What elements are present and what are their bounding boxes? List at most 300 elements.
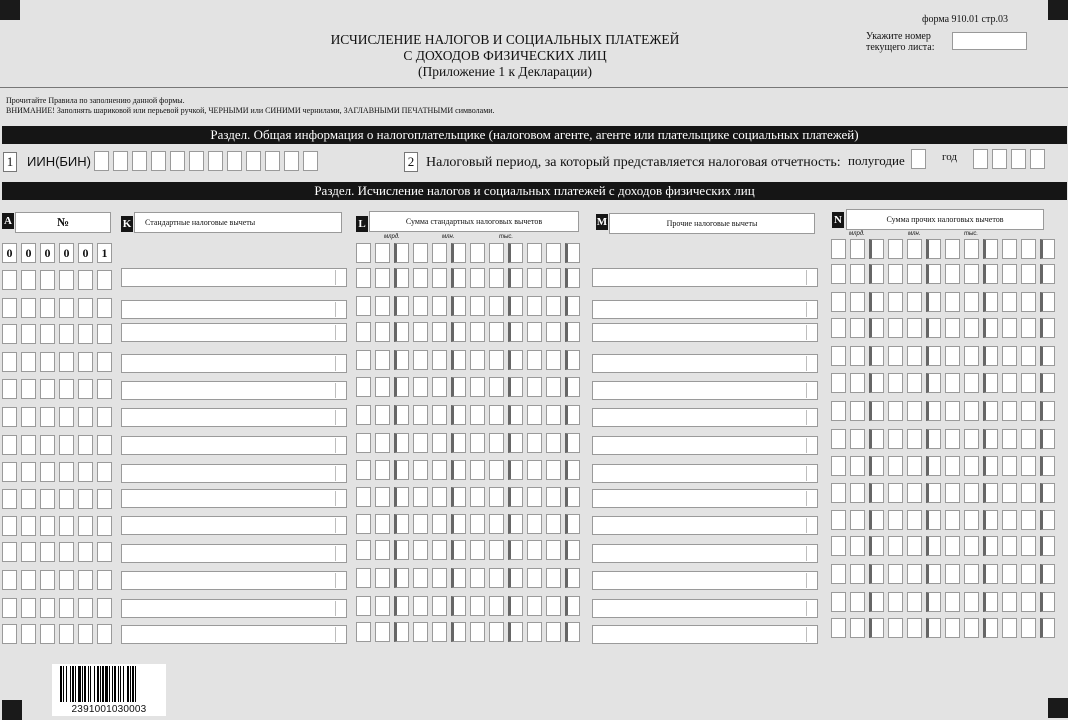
column-n-amount-cell[interactable] <box>983 483 998 503</box>
column-l-amount-cell[interactable] <box>432 596 447 616</box>
column-l-amount-cell[interactable] <box>375 568 390 588</box>
column-n-amount-cell[interactable] <box>907 592 922 612</box>
column-n-amount-cell[interactable] <box>1002 564 1017 584</box>
column-n-amount-cell[interactable] <box>888 401 903 421</box>
row-number-cell[interactable]: 0 <box>21 243 36 263</box>
column-l-amount-cell[interactable] <box>413 433 428 453</box>
column-l-amount-cell[interactable] <box>489 622 504 642</box>
row-number-cell[interactable] <box>40 324 55 344</box>
column-l-amount-cell[interactable] <box>432 243 447 263</box>
column-n-amount-cell[interactable] <box>926 373 941 393</box>
column-l-amount-cell[interactable] <box>470 268 485 288</box>
column-l-amount-cell[interactable] <box>565 243 580 263</box>
column-n-amount-cell[interactable] <box>926 239 941 259</box>
column-k-deduction-field[interactable] <box>121 516 347 535</box>
iin-cell[interactable] <box>113 151 128 171</box>
column-n-amount-cell[interactable] <box>945 239 960 259</box>
column-l-amount-cell[interactable] <box>394 350 409 370</box>
column-n-amount-cell[interactable] <box>1002 373 1017 393</box>
column-l-amount-cell[interactable] <box>413 514 428 534</box>
column-n-amount-cell[interactable] <box>964 456 979 476</box>
column-l-amount-cell[interactable] <box>375 622 390 642</box>
column-l-amount-cell[interactable] <box>565 405 580 425</box>
column-n-amount-cell[interactable] <box>831 510 846 530</box>
column-l-amount-cell[interactable] <box>432 568 447 588</box>
year-cell[interactable] <box>1011 149 1026 169</box>
row-number-cell[interactable] <box>78 324 93 344</box>
column-n-amount-cell[interactable] <box>964 401 979 421</box>
column-l-amount-cell[interactable] <box>527 596 542 616</box>
row-number-cell[interactable] <box>59 407 74 427</box>
column-l-amount-cell[interactable] <box>470 568 485 588</box>
iin-cell[interactable] <box>265 151 280 171</box>
row-number-cell[interactable] <box>78 379 93 399</box>
column-l-amount-cell[interactable] <box>356 540 371 560</box>
iin-cell[interactable] <box>189 151 204 171</box>
row-number-cell[interactable] <box>78 516 93 536</box>
row-number-cell[interactable] <box>40 435 55 455</box>
column-l-amount-cell[interactable] <box>470 514 485 534</box>
row-number-cell[interactable] <box>59 570 74 590</box>
row-number-cell[interactable] <box>78 352 93 372</box>
row-number-cell[interactable] <box>97 435 112 455</box>
column-l-amount-cell[interactable] <box>527 296 542 316</box>
row-number-cell[interactable] <box>2 462 17 482</box>
column-l-amount-cell[interactable] <box>508 377 523 397</box>
column-l-amount-cell[interactable] <box>375 460 390 480</box>
column-k-deduction-field[interactable] <box>121 323 347 342</box>
column-n-amount-cell[interactable] <box>1021 318 1036 338</box>
column-n-amount-cell[interactable] <box>983 346 998 366</box>
column-n-amount-cell[interactable] <box>1002 536 1017 556</box>
column-n-amount-cell[interactable] <box>869 429 884 449</box>
column-l-amount-cell[interactable] <box>375 487 390 507</box>
column-l-amount-cell[interactable] <box>356 268 371 288</box>
column-l-amount-cell[interactable] <box>546 377 561 397</box>
row-number-cell[interactable] <box>2 624 17 644</box>
column-n-amount-cell[interactable] <box>888 346 903 366</box>
column-n-amount-cell[interactable] <box>983 373 998 393</box>
column-n-amount-cell[interactable] <box>983 510 998 530</box>
column-l-amount-cell[interactable] <box>413 568 428 588</box>
row-number-cell[interactable] <box>78 462 93 482</box>
column-l-amount-cell[interactable] <box>375 350 390 370</box>
year-cell[interactable] <box>992 149 1007 169</box>
column-l-amount-cell[interactable] <box>565 460 580 480</box>
column-l-amount-cell[interactable] <box>375 268 390 288</box>
column-n-amount-cell[interactable] <box>964 346 979 366</box>
row-number-cell[interactable] <box>40 270 55 290</box>
column-n-amount-cell[interactable] <box>1021 483 1036 503</box>
row-number-cell[interactable] <box>59 462 74 482</box>
column-l-amount-cell[interactable] <box>565 514 580 534</box>
column-m-deduction-field[interactable] <box>592 323 818 342</box>
column-n-amount-cell[interactable] <box>926 346 941 366</box>
column-m-deduction-field[interactable] <box>592 381 818 400</box>
half-year-cell[interactable] <box>911 149 926 169</box>
column-n-amount-cell[interactable] <box>983 401 998 421</box>
row-number-cell[interactable] <box>40 407 55 427</box>
column-l-amount-cell[interactable] <box>451 296 466 316</box>
column-n-amount-cell[interactable] <box>945 564 960 584</box>
column-n-amount-cell[interactable] <box>907 264 922 284</box>
column-k-deduction-field[interactable] <box>121 408 347 427</box>
row-number-cell[interactable] <box>97 570 112 590</box>
column-n-amount-cell[interactable] <box>945 510 960 530</box>
column-l-amount-cell[interactable] <box>527 487 542 507</box>
column-n-amount-cell[interactable] <box>850 429 865 449</box>
column-l-amount-cell[interactable] <box>432 405 447 425</box>
column-m-deduction-field[interactable] <box>592 354 818 373</box>
column-n-amount-cell[interactable] <box>1040 510 1055 530</box>
column-l-amount-cell[interactable] <box>432 514 447 534</box>
column-n-amount-cell[interactable] <box>926 564 941 584</box>
column-n-amount-cell[interactable] <box>831 456 846 476</box>
column-n-amount-cell[interactable] <box>1040 264 1055 284</box>
column-n-amount-cell[interactable] <box>831 536 846 556</box>
column-l-amount-cell[interactable] <box>451 350 466 370</box>
year-cell[interactable] <box>973 149 988 169</box>
sheet-number-field[interactable] <box>952 32 1027 50</box>
column-n-amount-cell[interactable] <box>1021 536 1036 556</box>
column-l-amount-cell[interactable] <box>470 433 485 453</box>
column-n-amount-cell[interactable] <box>831 483 846 503</box>
row-number-cell[interactable] <box>97 298 112 318</box>
column-n-amount-cell[interactable] <box>869 536 884 556</box>
column-l-amount-cell[interactable] <box>451 487 466 507</box>
column-n-amount-cell[interactable] <box>888 429 903 449</box>
column-n-amount-cell[interactable] <box>1002 456 1017 476</box>
column-l-amount-cell[interactable] <box>356 596 371 616</box>
row-number-cell[interactable] <box>21 407 36 427</box>
column-l-amount-cell[interactable] <box>413 460 428 480</box>
column-n-amount-cell[interactable] <box>964 318 979 338</box>
column-n-amount-cell[interactable] <box>926 456 941 476</box>
column-k-deduction-field[interactable] <box>121 354 347 373</box>
column-n-amount-cell[interactable] <box>850 564 865 584</box>
row-number-cell[interactable] <box>59 542 74 562</box>
column-n-amount-cell[interactable] <box>983 456 998 476</box>
column-n-amount-cell[interactable] <box>926 264 941 284</box>
column-l-amount-cell[interactable] <box>546 433 561 453</box>
column-l-amount-cell[interactable] <box>527 350 542 370</box>
row-number-cell[interactable] <box>2 598 17 618</box>
column-l-amount-cell[interactable] <box>470 622 485 642</box>
column-l-amount-cell[interactable] <box>375 433 390 453</box>
column-l-amount-cell[interactable] <box>470 596 485 616</box>
column-l-amount-cell[interactable] <box>375 296 390 316</box>
row-number-cell[interactable] <box>21 435 36 455</box>
column-m-deduction-field[interactable] <box>592 300 818 319</box>
column-l-amount-cell[interactable] <box>394 296 409 316</box>
row-number-cell[interactable] <box>2 270 17 290</box>
column-l-amount-cell[interactable] <box>489 487 504 507</box>
column-m-deduction-field[interactable] <box>592 436 818 455</box>
column-k-deduction-field[interactable] <box>121 571 347 590</box>
row-number-cell[interactable] <box>97 542 112 562</box>
column-k-deduction-field[interactable] <box>121 464 347 483</box>
column-l-amount-cell[interactable] <box>546 540 561 560</box>
row-number-cell[interactable] <box>21 489 36 509</box>
column-k-deduction-field[interactable] <box>121 625 347 644</box>
iin-cell[interactable] <box>246 151 261 171</box>
row-number-cell[interactable] <box>97 516 112 536</box>
column-n-amount-cell[interactable] <box>945 346 960 366</box>
column-l-amount-cell[interactable] <box>546 350 561 370</box>
column-n-amount-cell[interactable] <box>945 429 960 449</box>
column-m-deduction-field[interactable] <box>592 571 818 590</box>
column-n-amount-cell[interactable] <box>983 564 998 584</box>
column-l-amount-cell[interactable] <box>394 405 409 425</box>
column-l-amount-cell[interactable] <box>489 377 504 397</box>
column-k-deduction-field[interactable] <box>121 381 347 400</box>
column-l-amount-cell[interactable] <box>451 568 466 588</box>
column-l-amount-cell[interactable] <box>394 540 409 560</box>
column-n-amount-cell[interactable] <box>850 239 865 259</box>
column-n-amount-cell[interactable] <box>869 401 884 421</box>
column-l-amount-cell[interactable] <box>508 622 523 642</box>
column-n-amount-cell[interactable] <box>1021 456 1036 476</box>
column-l-amount-cell[interactable] <box>413 596 428 616</box>
column-n-amount-cell[interactable] <box>888 264 903 284</box>
iin-cell[interactable] <box>170 151 185 171</box>
column-l-amount-cell[interactable] <box>546 243 561 263</box>
column-l-amount-cell[interactable] <box>356 296 371 316</box>
column-n-amount-cell[interactable] <box>983 292 998 312</box>
row-number-cell[interactable] <box>40 542 55 562</box>
column-l-amount-cell[interactable] <box>413 296 428 316</box>
row-number-cell[interactable] <box>97 489 112 509</box>
column-n-amount-cell[interactable] <box>831 264 846 284</box>
column-l-amount-cell[interactable] <box>356 487 371 507</box>
column-l-amount-cell[interactable] <box>375 540 390 560</box>
column-l-amount-cell[interactable] <box>565 350 580 370</box>
column-l-amount-cell[interactable] <box>451 243 466 263</box>
column-l-amount-cell[interactable] <box>489 514 504 534</box>
column-l-amount-cell[interactable] <box>470 405 485 425</box>
column-l-amount-cell[interactable] <box>565 268 580 288</box>
column-n-amount-cell[interactable] <box>1002 592 1017 612</box>
column-n-amount-cell[interactable] <box>888 536 903 556</box>
column-n-amount-cell[interactable] <box>888 618 903 638</box>
column-n-amount-cell[interactable] <box>945 292 960 312</box>
column-n-amount-cell[interactable] <box>1040 564 1055 584</box>
column-n-amount-cell[interactable] <box>850 618 865 638</box>
row-number-cell[interactable] <box>78 407 93 427</box>
column-n-amount-cell[interactable] <box>1002 239 1017 259</box>
column-n-amount-cell[interactable] <box>1002 401 1017 421</box>
column-n-amount-cell[interactable] <box>964 429 979 449</box>
column-n-amount-cell[interactable] <box>1040 483 1055 503</box>
column-l-amount-cell[interactable] <box>546 596 561 616</box>
column-l-amount-cell[interactable] <box>489 243 504 263</box>
column-l-amount-cell[interactable] <box>470 540 485 560</box>
column-n-amount-cell[interactable] <box>1002 429 1017 449</box>
column-l-amount-cell[interactable] <box>413 377 428 397</box>
iin-cell[interactable] <box>132 151 147 171</box>
column-l-amount-cell[interactable] <box>394 243 409 263</box>
column-n-amount-cell[interactable] <box>964 373 979 393</box>
column-n-amount-cell[interactable] <box>1040 401 1055 421</box>
row-number-cell[interactable] <box>21 270 36 290</box>
column-l-amount-cell[interactable] <box>394 596 409 616</box>
column-n-amount-cell[interactable] <box>850 536 865 556</box>
column-l-amount-cell[interactable] <box>394 433 409 453</box>
column-n-amount-cell[interactable] <box>1040 429 1055 449</box>
row-number-cell[interactable] <box>78 298 93 318</box>
column-n-amount-cell[interactable] <box>850 510 865 530</box>
column-n-amount-cell[interactable] <box>1021 401 1036 421</box>
column-l-amount-cell[interactable] <box>508 514 523 534</box>
column-n-amount-cell[interactable] <box>869 483 884 503</box>
row-number-cell[interactable] <box>78 489 93 509</box>
column-l-amount-cell[interactable] <box>508 596 523 616</box>
row-number-cell[interactable] <box>2 489 17 509</box>
column-n-amount-cell[interactable] <box>831 239 846 259</box>
column-n-amount-cell[interactable] <box>945 373 960 393</box>
column-n-amount-cell[interactable] <box>1021 373 1036 393</box>
column-n-amount-cell[interactable] <box>945 592 960 612</box>
row-number-cell[interactable] <box>2 516 17 536</box>
column-n-amount-cell[interactable] <box>869 618 884 638</box>
column-l-amount-cell[interactable] <box>451 540 466 560</box>
column-n-amount-cell[interactable] <box>869 318 884 338</box>
column-n-amount-cell[interactable] <box>850 456 865 476</box>
column-n-amount-cell[interactable] <box>926 536 941 556</box>
column-n-amount-cell[interactable] <box>1002 292 1017 312</box>
row-number-cell[interactable] <box>2 298 17 318</box>
row-number-cell[interactable] <box>2 379 17 399</box>
column-n-amount-cell[interactable] <box>1002 510 1017 530</box>
column-n-amount-cell[interactable] <box>1021 239 1036 259</box>
column-n-amount-cell[interactable] <box>888 318 903 338</box>
column-l-amount-cell[interactable] <box>565 487 580 507</box>
column-k-deduction-field[interactable] <box>121 268 347 287</box>
column-n-amount-cell[interactable] <box>850 401 865 421</box>
row-number-cell[interactable] <box>21 598 36 618</box>
column-l-amount-cell[interactable] <box>527 622 542 642</box>
row-number-cell[interactable] <box>78 542 93 562</box>
column-l-amount-cell[interactable] <box>432 268 447 288</box>
column-l-amount-cell[interactable] <box>356 568 371 588</box>
column-l-amount-cell[interactable] <box>508 433 523 453</box>
column-l-amount-cell[interactable] <box>356 460 371 480</box>
column-l-amount-cell[interactable] <box>527 568 542 588</box>
column-l-amount-cell[interactable] <box>527 514 542 534</box>
column-n-amount-cell[interactable] <box>926 510 941 530</box>
row-number-cell[interactable] <box>40 516 55 536</box>
column-n-amount-cell[interactable] <box>983 592 998 612</box>
column-m-deduction-field[interactable] <box>592 464 818 483</box>
row-number-cell[interactable]: 0 <box>2 243 17 263</box>
column-n-amount-cell[interactable] <box>869 239 884 259</box>
column-l-amount-cell[interactable] <box>451 460 466 480</box>
column-n-amount-cell[interactable] <box>1021 429 1036 449</box>
column-n-amount-cell[interactable] <box>964 510 979 530</box>
column-l-amount-cell[interactable] <box>413 350 428 370</box>
column-l-amount-cell[interactable] <box>527 377 542 397</box>
column-l-amount-cell[interactable] <box>546 296 561 316</box>
column-l-amount-cell[interactable] <box>546 514 561 534</box>
column-l-amount-cell[interactable] <box>546 622 561 642</box>
row-number-cell[interactable] <box>40 462 55 482</box>
column-n-amount-cell[interactable] <box>850 292 865 312</box>
column-l-amount-cell[interactable] <box>508 540 523 560</box>
row-number-cell[interactable] <box>2 542 17 562</box>
row-number-cell[interactable] <box>40 489 55 509</box>
column-l-amount-cell[interactable] <box>470 296 485 316</box>
column-n-amount-cell[interactable] <box>907 618 922 638</box>
column-l-amount-cell[interactable] <box>489 322 504 342</box>
column-k-deduction-field[interactable] <box>121 300 347 319</box>
column-l-amount-cell[interactable] <box>489 350 504 370</box>
column-n-amount-cell[interactable] <box>831 292 846 312</box>
column-l-amount-cell[interactable] <box>432 460 447 480</box>
column-l-amount-cell[interactable] <box>356 433 371 453</box>
row-number-cell[interactable] <box>21 570 36 590</box>
column-n-amount-cell[interactable] <box>983 618 998 638</box>
row-number-cell[interactable] <box>59 352 74 372</box>
column-l-amount-cell[interactable] <box>394 460 409 480</box>
row-number-cell[interactable] <box>59 598 74 618</box>
column-n-amount-cell[interactable] <box>1040 536 1055 556</box>
column-l-amount-cell[interactable] <box>508 487 523 507</box>
column-n-amount-cell[interactable] <box>926 483 941 503</box>
column-l-amount-cell[interactable] <box>565 322 580 342</box>
row-number-cell[interactable] <box>78 435 93 455</box>
column-n-amount-cell[interactable] <box>983 264 998 284</box>
column-n-amount-cell[interactable] <box>869 264 884 284</box>
column-n-amount-cell[interactable] <box>1040 373 1055 393</box>
column-n-amount-cell[interactable] <box>983 536 998 556</box>
column-l-amount-cell[interactable] <box>565 433 580 453</box>
column-l-amount-cell[interactable] <box>508 243 523 263</box>
column-l-amount-cell[interactable] <box>565 568 580 588</box>
row-number-cell[interactable] <box>21 542 36 562</box>
column-l-amount-cell[interactable] <box>546 460 561 480</box>
column-l-amount-cell[interactable] <box>394 622 409 642</box>
column-n-amount-cell[interactable] <box>907 510 922 530</box>
column-m-deduction-field[interactable] <box>592 489 818 508</box>
iin-cell[interactable] <box>303 151 318 171</box>
column-l-amount-cell[interactable] <box>508 350 523 370</box>
column-l-amount-cell[interactable] <box>527 322 542 342</box>
row-number-cell[interactable] <box>40 598 55 618</box>
column-l-amount-cell[interactable] <box>451 322 466 342</box>
column-n-amount-cell[interactable] <box>831 401 846 421</box>
column-l-amount-cell[interactable] <box>527 460 542 480</box>
row-number-cell[interactable] <box>97 379 112 399</box>
column-n-amount-cell[interactable] <box>926 318 941 338</box>
column-l-amount-cell[interactable] <box>375 596 390 616</box>
column-n-amount-cell[interactable] <box>907 239 922 259</box>
column-n-amount-cell[interactable] <box>1002 264 1017 284</box>
column-l-amount-cell[interactable] <box>394 487 409 507</box>
column-n-amount-cell[interactable] <box>831 429 846 449</box>
column-l-amount-cell[interactable] <box>394 268 409 288</box>
column-l-amount-cell[interactable] <box>565 622 580 642</box>
column-l-amount-cell[interactable] <box>432 296 447 316</box>
column-n-amount-cell[interactable] <box>983 318 998 338</box>
column-n-amount-cell[interactable] <box>964 592 979 612</box>
column-m-deduction-field[interactable] <box>592 544 818 563</box>
column-n-amount-cell[interactable] <box>831 373 846 393</box>
row-number-cell[interactable] <box>78 598 93 618</box>
column-n-amount-cell[interactable] <box>888 292 903 312</box>
column-n-amount-cell[interactable] <box>945 456 960 476</box>
column-l-amount-cell[interactable] <box>375 243 390 263</box>
column-n-amount-cell[interactable] <box>1021 564 1036 584</box>
